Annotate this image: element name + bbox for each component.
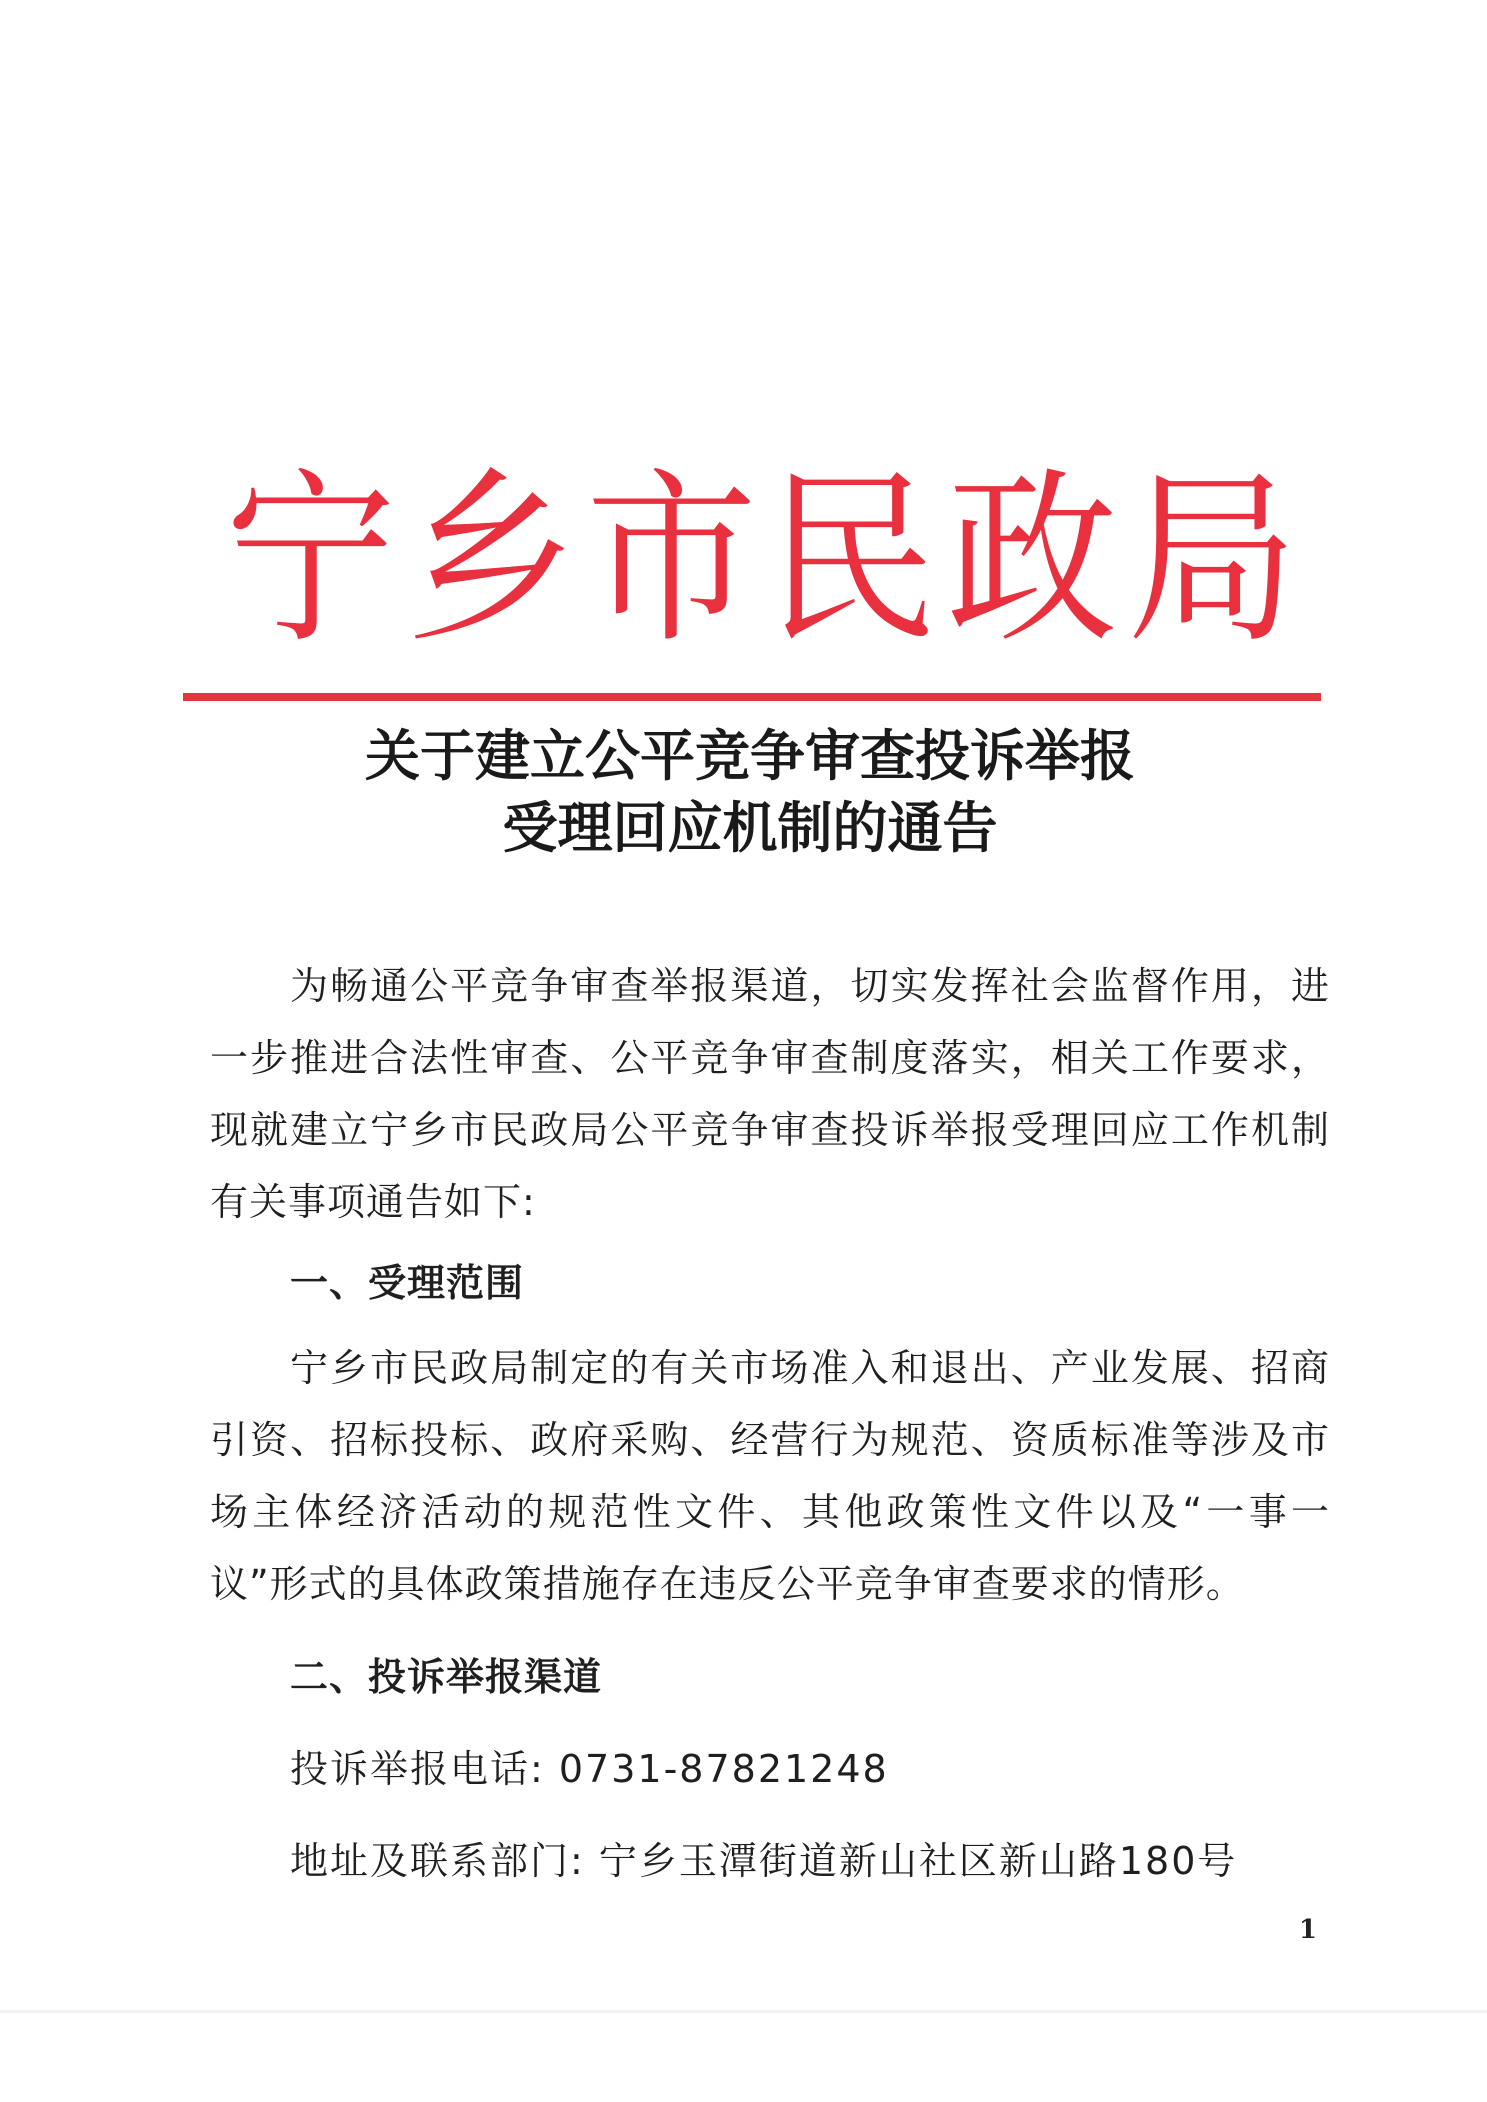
- complaint-phone: 投诉举报电话: 0731-87821248: [290, 1747, 889, 1791]
- page-number: 1: [1298, 1915, 1317, 1945]
- section-2-heading: 二、投诉举报渠道: [290, 1655, 603, 1699]
- section-1-heading: 一、受理范围: [290, 1261, 525, 1305]
- section-1-paragraph: 宁乡市民政局制定的有关市场准入和退出、产业发展、招商引资、招标投标、政府采购、经营行为规范、资质标准等涉及市场主体经济活动的规范性文件、其他政策性文件以及“一事一议”形式的具体政策措施存在违反公平竞争审查要求的情形。: [210, 1346, 1330, 1606]
- scan-edge-line: [0, 2010, 1487, 2013]
- notice-title-line-1: 关于建立公平竞争审查投诉举报: [364, 723, 1135, 788]
- contact-address: 地址及联系部门: 宁乡玉潭街道新山社区新山路180号: [290, 1839, 1238, 1883]
- notice-title-line-2: 受理回应机制的通告: [502, 795, 998, 860]
- issuing-authority-header: 宁乡市民政局: [225, 451, 1308, 668]
- document-body: [210, 950, 1330, 1898]
- notice-title: [250, 720, 1250, 864]
- intro-paragraph: 为畅通公平竞争审查举报渠道，切实发挥社会监督作用，进一步推进合法性审查、公平竞争审查制度落实，相关工作要求，现就建立宁乡市民政局公平竞争审查投诉举报受理回应工作机制有关事项通告如下:: [210, 964, 1330, 1224]
- red-divider-line: [183, 693, 1321, 701]
